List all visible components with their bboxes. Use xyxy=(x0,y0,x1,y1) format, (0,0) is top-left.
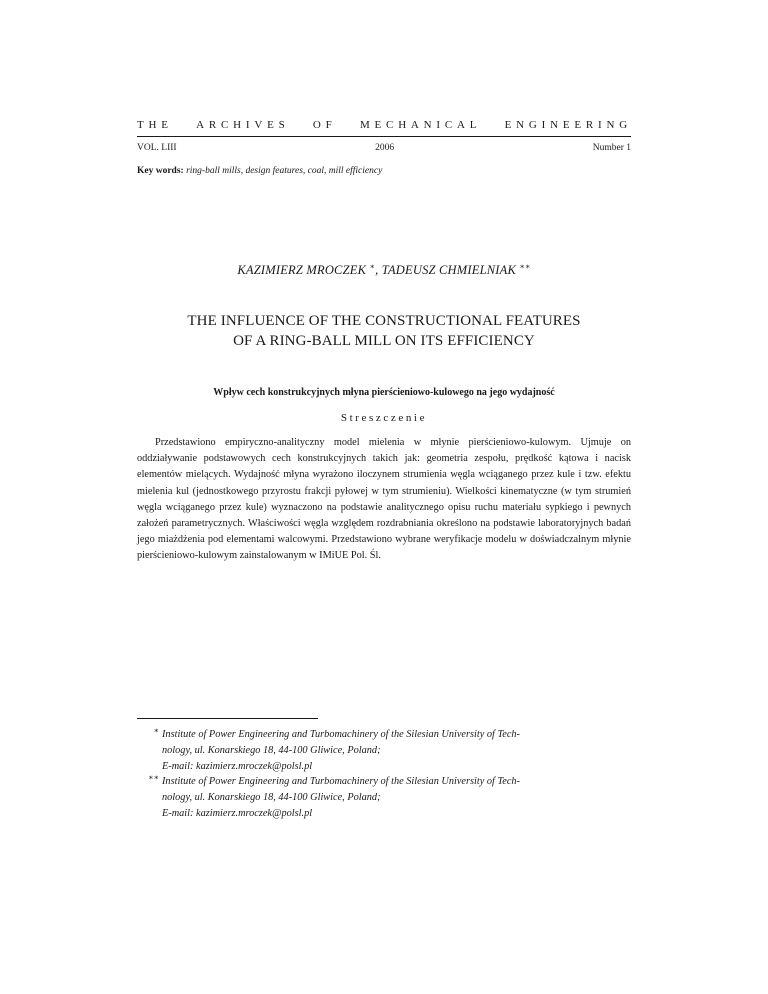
footnote xyxy=(137,727,631,774)
volume-line xyxy=(137,143,631,153)
volume-label: VOL. LIII xyxy=(137,143,177,153)
keywords xyxy=(137,166,382,176)
abstract-text: Przedstawiono empiryczno-analityczny model mielenia w młynie pierścieniowo-kulowym. Ujmuje on oddziaływanie podstawowych cech konstrukcyjnych takich jak: geometria zespołu, prędkość kątowa i nacisk elementów mielących. Wydajność młyna wyrażono iloczynem strumienia węgla wciąganego przez kule i tzw. efektu mielenia kul (jednostkowego przyrostu frakcji pyłowej w tym strumieniu). Wielkości kinematyczne (w tym strumień węgla wciąganego przez kule) wyznaczono na podstawie analitycznego opisu ruchu materiału sypkiego i pewnych założeń parametrycznych. Właściwości węgla względem rozdrabniania określono na podstawie laboratoryjnych badań jego miażdżenia pod elementami walcowymi. Przedstawiono wybrane weryfikacje modelu w doświadczalnym młynie pierścieniowo-kulowym zainstalowanym w IMiUE Pol. Śl. xyxy=(137,437,631,562)
footnote-mark: ∗∗ xyxy=(148,773,159,783)
author-separator: , xyxy=(375,263,382,277)
footnote xyxy=(137,774,631,821)
footnote-rule xyxy=(137,718,318,719)
footnote-marker: ∗∗ xyxy=(519,262,531,271)
keywords-text: ring-ball mills, design features, coal, mill efficiency xyxy=(186,166,383,176)
journal-name-word: OF xyxy=(312,119,337,131)
footnote-line: Institute of Power Engineering and Turbomachinery of the Silesian University of Tech- xyxy=(162,729,520,740)
journal-name-word: THE xyxy=(137,119,173,131)
summary-heading: Streszczenie xyxy=(340,412,428,424)
journal-name-word: MECHANICAL xyxy=(359,119,482,131)
author-name: TADEUSZ CHMIELNIAK xyxy=(381,263,517,277)
paper-title-line: OF A RING-BALL MILL ON ITS EFFICIENCY xyxy=(233,333,535,349)
footnote-line: nology, ul. Konarskiego 18, 44-100 Gliwice, Poland; xyxy=(162,744,381,756)
footnote-email: E-mail: kazimierz.mroczek@polsl.pl xyxy=(162,807,313,819)
footnote-marker: ∗ xyxy=(369,262,376,271)
footnote-email: E-mail: kazimierz.mroczek@polsl.pl xyxy=(162,760,313,772)
issue-number-label: Number 1 xyxy=(592,143,631,153)
author-name: KAZIMIERZ MROCZEK xyxy=(237,263,367,277)
journal-name-word: ENGINEERING xyxy=(504,119,632,131)
header-rule xyxy=(137,136,631,137)
journal-name-word: ARCHIVES xyxy=(196,119,290,131)
footnote-line: nology, ul. Konarskiego 18, 44-100 Gliwice, Poland; xyxy=(162,792,381,804)
year-label: 2006 xyxy=(375,143,395,153)
footnote-mark: ∗ xyxy=(153,726,159,735)
footnotes xyxy=(137,727,631,822)
paper-title-line: THE INFLUENCE OF THE CONSTRUCTIONAL FEATURES xyxy=(187,313,581,329)
journal-header xyxy=(137,119,632,131)
author-list xyxy=(137,263,631,278)
polish-title: Wpływ cech konstrukcyjnych młyna pierścieniowo-kulowego na jego wydajność xyxy=(213,387,555,398)
keywords-label: Key words: xyxy=(137,166,184,176)
footnote-line: Institute of Power Engineering and Turbomachinery of the Silesian University of Tech- xyxy=(162,776,520,788)
paper-title xyxy=(137,311,631,351)
